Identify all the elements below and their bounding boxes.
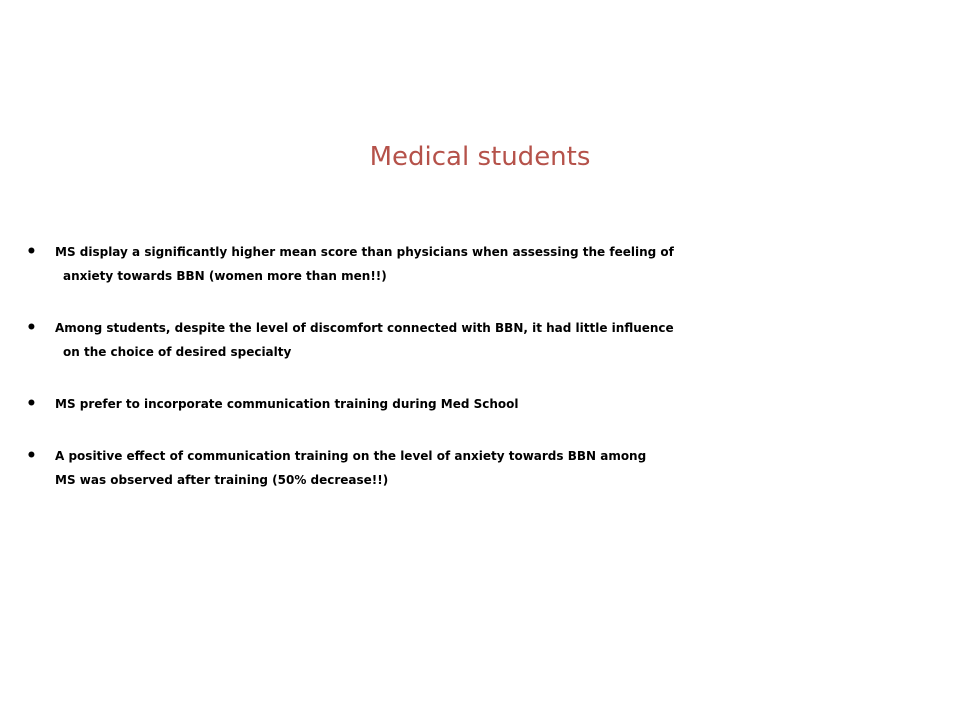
bullet-text-line: A positive effect of communication training on the level of anxiety towards BBN among: [55, 449, 647, 463]
bullet-text-line: MS display a significantly higher mean score than physicians when assessing the feeling of: [55, 245, 674, 259]
bullet-icon: •: [26, 318, 37, 338]
bullet-item: [0, 316, 960, 364]
bullet-icon: •: [26, 446, 37, 466]
bullet-text-line: MS was observed after training (50% decrease!!): [55, 473, 389, 487]
bullet-list: [0, 240, 960, 520]
bullet-item: [0, 240, 960, 288]
bullet-text-line: on the choice of desired specialty: [63, 345, 292, 359]
slide-title: Medical students: [369, 142, 591, 172]
bullet-text-line: anxiety towards BBN (women more than men!!): [63, 269, 387, 283]
bullet-text-line: Among students, despite the level of discomfort connected with BBN, it had little influence: [55, 321, 674, 335]
bullet-text-line: MS prefer to incorporate communication training during Med School: [55, 397, 519, 411]
bullet-icon: •: [26, 242, 37, 262]
bullet-item: [0, 392, 960, 416]
bullet-item: [0, 444, 960, 492]
bullet-icon: •: [26, 394, 37, 414]
